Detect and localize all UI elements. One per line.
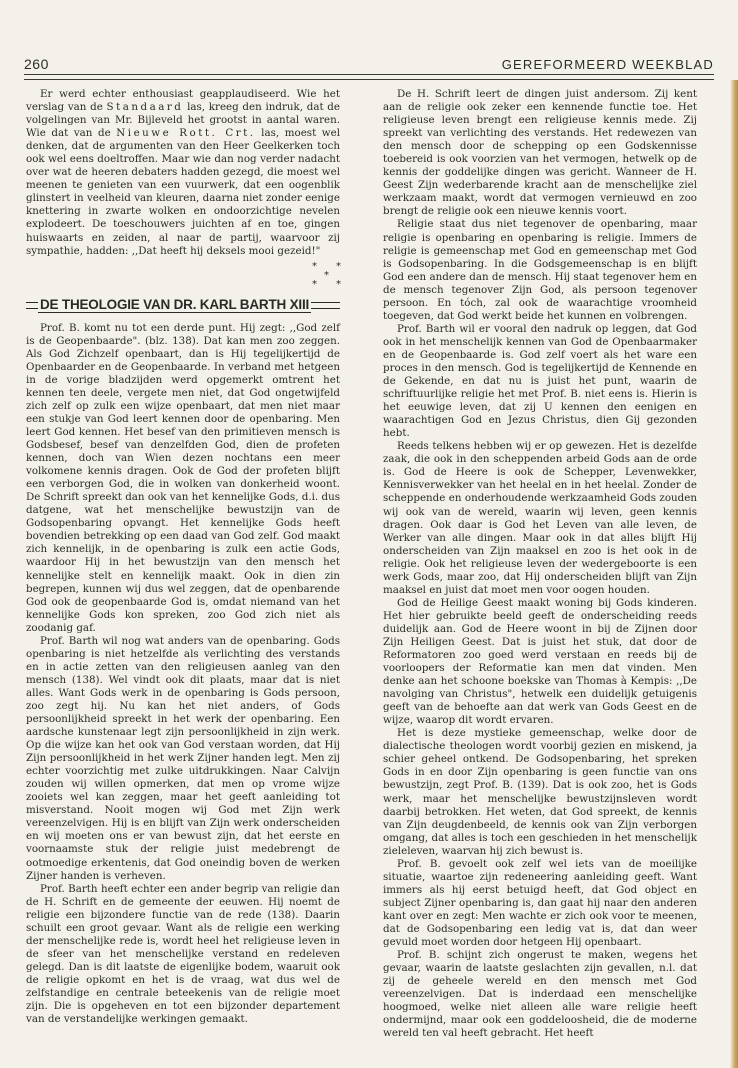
paragraph: Prof. B. gevoelt ook zelf wel iets van de moeilijke situatie, waartoe zijn redeneering aanleiding geeft. Want immers als hij eerst betuigd heeft, dat God object en subject Zijner openbaring is, dan gaat hij naar den anderen kant over en zegt: Men wachte er zich ook voor te meenen, dat de Godsopenbaring een ledig vat is, dat dan weer gevuld moet worden door hetgeen Hij openbaart. (383, 857, 697, 949)
page-header (24, 50, 714, 72)
paragraph: Prof. B. komt nu tot een derde punt. Hij zegt: ,,God zelf is de Geopenbaarde". (blz. 138). Dat kan men zoo zeggen. Als God Zichzelf openbaart, dan is Hij tegelijkertijd de Openbaarder en de Geopenbaarde. In verband met hetgeen in de vorige bladzijden werd opgemerkt omtrent het kennen ten deele, vergete men niet, dat God ongetwijfeld zich zelf op zulk een wijze openbaart, dat men niet maar een stukje van God leert kennen door de openbaring. Men leert God kennen. Het besef van den primitieven mensch is Godsbesef, besef van denzelfden God, dien de profeten kennen, doch van Wien dezen nochtans een meer volkomene kennis dragen. Ook de God der profeten blijft een verborgen God, die in wolken van donkerheid woont. De Schrift spreekt dan ook van het kennelijke Gods, d.i. dus datgene, wat het menschelijke bewustzijn van de Godsopenbaring opvangt. Het kennelijke Gods heeft bovendien betrekking op een daad van God zelf. God maakt zich kennelijk, in de openbaring is zulk een actie Gods, waardoor Hij in het bewustzijn van den mensch het kennelijke stelt en kennelijk maakt. Ook in dien zin begrepen, kunnen wij dus wel zeggen, dat de openbarende God ook de geopenbaarde God is, omdat niemand van het kennelijke Gods kon spreken, zoo God zich niet als zoodanig gaf. (26, 321, 340, 634)
paragraph: Het is deze mystieke gemeenschap, welke door de dialectische theologen wordt voorbij gezien en miskend, ja schier geheel ontkend. De Godsopenbaring, het spreken Gods in en door Zijn openbaring is geen functie van ons bewustzijn, zegt Prof. B. (139). Dat is ook zoo, het is Gods werk, maar het menschelijke bewustzijnsleven wordt daarbij betrokken. Het weten, dat God spreekt, de kennis van Zijn deugdenbeeld, de kennis ook van Zijn verborgen omgang, dat alles is toch een geschieden in het menschelijk zieleleven, waarvan hij zich bewust is. (383, 727, 697, 857)
running-title: GEREFORMEERD WEEKBLAD (501, 57, 714, 72)
section-heading (26, 298, 340, 313)
paragraph: God de Heilige Geest maakt woning bij Gods kinderen. Het hier gebruikte beeld geeft de onderscheiding reeds duidelijk aan. God de Heere woont in bij de Zijnen door Zijn Heiligen Geest. Dat is juist het stuk, dat door de Reformatoren zoo goed werd verstaan en reeds bij de voorloopers der Reformatie kan men dat vinden. Men denke aan het schoone boekske van Thomas à Kempis: ,,De navolging van Christus", hetwelk een duidelijk getuigenis geeft van de behoefte aan dat werk van Gods Geest en de wijze, waarop dit wordt ervaren. (383, 596, 697, 727)
newspaper-name-standaard: Standaard (106, 101, 184, 114)
intro-paragraph: Er werd echter enthousiast geapplaudiseerd. Wie het verslag van de Standaard las, kreeg den indruk, dat de volgelingen van Mr. Bijleveld het grootst in aantal waren. Wie dat van de Nieuwe Rott. Crt. las, moest wel denken, dat de argumenten van den Heer Geelkerken toch ook wel eens doeltroffen. Maar wie dan nog verder nadacht over wat de heeren debaters hadden gezegd, die moest wel meenen te genieten van een vuurwerk, dat een oogenblik glinstert in veelheid van kleuren, daarna niet zonder eenige knettering in zwarte wolken en ondoorzichtige nevelen explodeert. De toeschouwers juichten af en toe, gingen huiswaarts en zeiden, al naar de partij, waarvoor zij sympathie, hadden: ,,Dat heeft hij deksels mooi gezeid!" (26, 88, 340, 257)
paragraph: Prof. B. schijnt zich ongerust te maken, wegens het gevaar, waarin de laatste geslachten zijn gevallen, n.l. dat zij de geheele wereld en den mensch met God vereenzelvigen. Dat is inderdaad een menschelijke hoogmoed, welke niet alleen alle ware religie heeft ondermijnd, maar ook een goddeloosheid, die de moderne wereld ten val heeft gebracht. Het heeft (383, 949, 697, 1040)
paragraph: Reeds telkens hebben wij er op gewezen. Het is dezelfde zaak, die ook in den scheppenden arbeid Gods aan de orde is. God de Heere is ook de Schepper, Levenwekker, Kennisverwekker van het heelal en in het heelal. Zonder de scheppende en onderhoudende werkzaamheid Gods zouden wij ook van de wereld, waarin wij leven, geen kennis dragen. Ook daar is God het Leven van alle leven, de Werker van alle dingen. Maar ook in dat alles blijft Hij onderscheiden van Zijn maaksel en zoo is het ook in de religie. Ook het religieuse leven der wedergeboorte is een werk Gods, maar zoo, dat Hij onderscheiden blijft van Zijn maaksel en juist dat moet men voor oogen houden. (383, 440, 697, 596)
heading-rule-left (26, 302, 38, 309)
heading-rule-right (311, 302, 340, 309)
paragraph: Prof. Barth heeft echter een ander begrip van religie dan de H. Schrift en de gemeente der eeuwen. Hij noemt de religie een bijzondere functie van de rede (138). Daarin schuilt een groot gevaar. Want als de religie een werking der menschelijke rede is, wordt heel het religieuse leven in de sfeer van het menschelijke verstand en redeleven gelegd. Dan is dit laatste de eigenlijke bodem, waaruit ook de religie opkomt en het is de vraag, wat dus wel de zelfstandige en centrale beteekenis van de religie moet zijn. Die is opgeheven en tot een bijzonder departement van de verstandelijke werkingen gemaakt. (26, 882, 340, 1026)
star-4: * (312, 278, 317, 290)
paragraph: De H. Schrift leert de dingen juist andersom. Zij kent aan de religie ook zeker een kennende functie toe. Het religieuse leven brengt een religieuse kennis mede. Zij spreekt van verlichting des verstands. Het redewezen van den mensch door de schepping op een Godskennisse toebereid is ook voorzien van het vermogen, hetwelk op de kennis der goddelijke dingen was gericht. Wanneer de H. Geest Zijn wederbarende kracht aan de menschelijke ziel werkzaam maakt, wordt dat vermogen vernieuwd en zoo brengt de religie ook een nieuwe kennis voort. (383, 88, 697, 218)
section-break-stars (26, 260, 340, 290)
star-1: * (312, 260, 317, 272)
page-number: 260 (24, 56, 49, 72)
right-column (383, 88, 697, 1040)
paragraph: Religie staat dus niet tegenover de openbaring, maar religie is openbaring en openbaring is religie. Immers de religie is gemeenschap met God en gemeenschap met God is Godsopenbaring. In die Godsgemeenschap is en blijft God een andere dan de mensch. Hij staat tegenover hem en de mensch tegenover Zijn God, als persoon tegenover persoon. En tóch, zal ook de waarachtige vroomheid toegeven, dat God werkt beide het kunnen en volbrengen. (383, 218, 697, 322)
star-3: * (324, 269, 329, 281)
section-title: DE THEOLOGIE VAN DR. KARL BARTH XIII (40, 296, 310, 312)
page-edge (730, 80, 738, 1068)
paragraph: Prof. Barth wil nog wat anders van de openbaring. Gods openbaring is niet hetzelfde als verlichting des verstands en in actie zetten van den religieusen aanleg van den mensch (138). Wel vindt ook dit plaats, maar dat is niet alles. Want Gods werk in de openbaring is Gods persoon, zoo zegt hij. Nu kan het niet anders, of Gods persoonlijkheid spreekt in het werk der openbaring. Een aardsche kunstenaar legt zijn persoonlijkheid in zijn werk. Op die wijze kan het ook van God verstaan worden, dat Hij Zijn persoonlijkheid in het werk Zijner handen legt. Men zij echter voorzichtig met zulke uitdrukkingen. Naar Calvijn zouden wij willen opmerken, dat men op vrome wijze zooiets wel kan zeggen, maar het geeft aanleiding tot misverstand. Nooit mogen wij God met Zijn werk vereenzelvigen. Hij is en blijft van Zijn werk onderscheiden en wij moeten ons er van bewust zijn, dat het eerste en voornaamste stuk der religie juist medebrengt de ootmoedige erkentenis, dat God oneindig boven de werken Zijner handen is verheven. (26, 634, 340, 882)
star-5: * (336, 278, 341, 290)
left-column (26, 88, 340, 1026)
header-rule (24, 74, 714, 80)
newspaper-name-nrc: Nieuwe Rott. Crt. (116, 127, 256, 140)
star-2: * (336, 260, 341, 272)
paragraph: Prof. Barth wil er vooral den nadruk op leggen, dat God ook in het menschelijk kennen van God de Openbaarmaker en de Geopenbaarde is. God zelf voert als het ware een proces in den mensch. God is tegelijkertijd de Kennende en de Gekende, en dat nu is juist het punt, waarin de schriftuurlijke religie het met Prof. B. niet eens is. Hierin is het eeuwige leven, dat zij U kennen den eenigen en waarachtigen God en Jezus Christus, dien Gij gezonden hebt. (383, 322, 697, 440)
